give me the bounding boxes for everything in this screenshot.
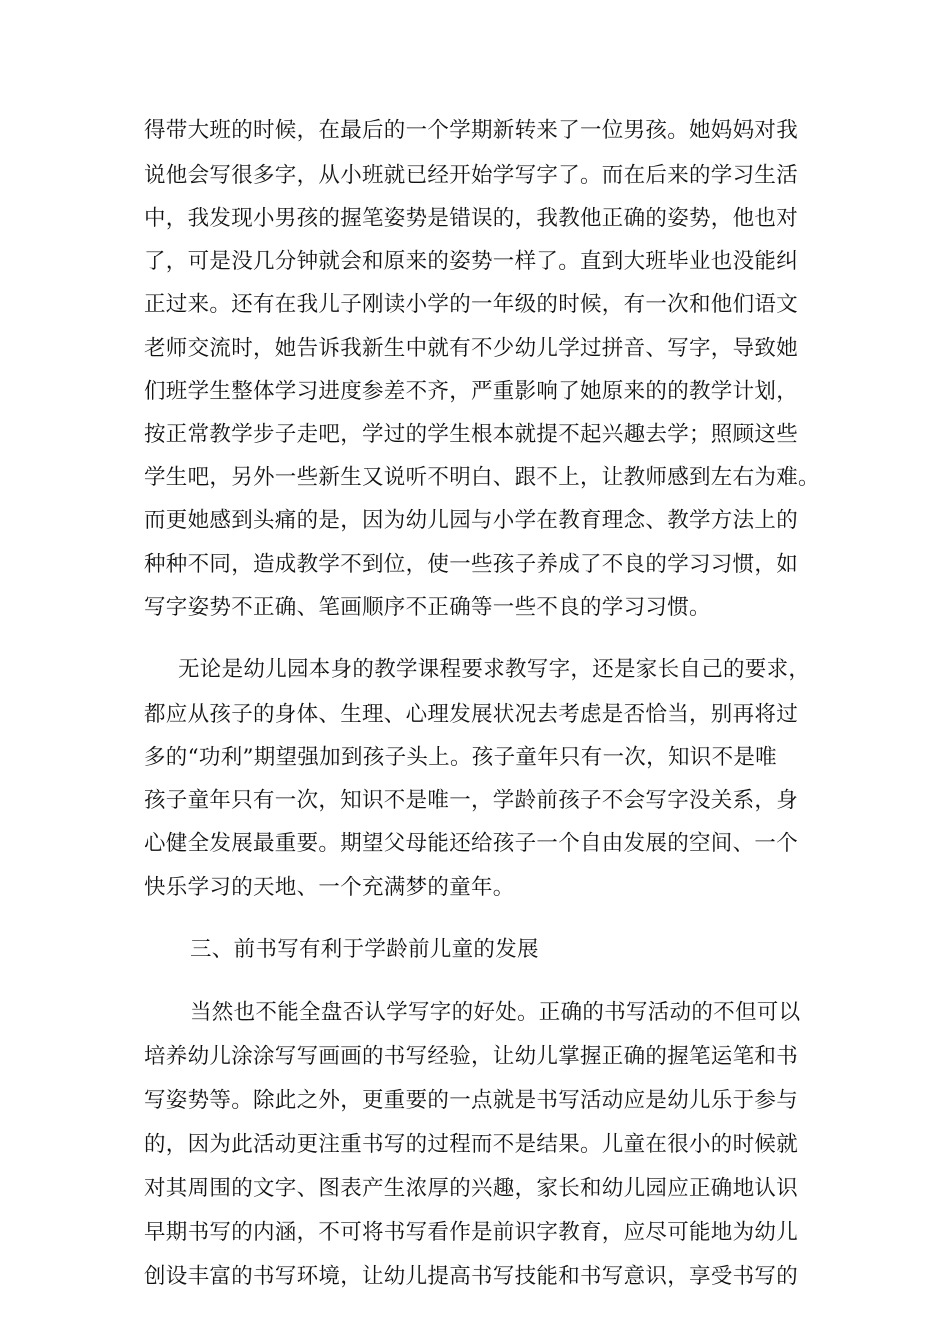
text-line: 说他会写很多字，从小班就已经开始学写字了。而在后来的学习生活	[144, 163, 799, 188]
text-line: 种种不同，造成教学不到位，使一些孩子养成了不良的学习习惯，如	[144, 552, 799, 577]
text-line: 创设丰富的书写环境，让幼儿提高书写技能和书写意识，享受书写的	[144, 1264, 799, 1289]
text-line: 中，我发现小男孩的握笔姿势是错误的，我教他正确的姿势，他也对	[144, 206, 799, 231]
text-line: 按正常教学步子走吧，学过的学生根本就提不起兴趣去学；照顾这些	[144, 422, 799, 447]
text-line: 快乐学习的天地、一个充满梦的童年。	[144, 875, 515, 900]
text-line: 无论是幼儿园本身的教学课程要求教写字，还是家长自己的要求，	[178, 657, 811, 682]
text-line: 都应从孩子的身体、生理、心理发展状况去考虑是否恰当，别再将过	[144, 702, 799, 727]
text-line: 早期书写的内涵，不可将书写看作是前识字教育，应尽可能地为幼儿	[144, 1220, 799, 1245]
text-line: 写字姿势不正确、笔画顺序不正确等一些不良的学习习惯。	[144, 595, 711, 620]
text-line: 心健全发展最重要。期望父母能还给孩子一个自由发展的空间、一个	[144, 831, 799, 856]
text-line: 培养幼儿涂涂写写画画的书写经验，让幼儿掌握正确的握笔运笔和书	[144, 1044, 799, 1069]
section-heading: 三、前书写有利于学龄前儿童的发展	[190, 937, 539, 962]
text-line: 多的“功利”期望强加到孩子头上。孩子童年只有一次，知识不是唯	[144, 745, 777, 770]
text-line: 当然也不能全盘否认学写字的好处。正确的书写活动的不但可以	[190, 1000, 801, 1025]
text-line: 孩子童年只有一次，知识不是唯一，学龄前孩子不会写字没关系，身	[144, 788, 799, 813]
text-line: 对其周围的文字、图表产生浓厚的兴趣，家长和幼儿园应正确地认识	[144, 1176, 799, 1201]
text-line: 老师交流时，她告诉我新生中就有不少幼儿学过拼音、写字，导致她	[144, 336, 799, 361]
text-line: 学生吧，另外一些新生又说听不明白、跟不上，让教师感到左右为难。	[144, 465, 820, 490]
text-line: 了，可是没几分钟就会和原来的姿势一样了。直到大班毕业也没能纠	[144, 249, 799, 274]
text-line: 写姿势等。除此之外，更重要的一点就是书写活动应是幼儿乐于参与	[144, 1088, 799, 1113]
text-line: 得带大班的时候，在最后的一个学期新转来了一位男孩。她妈妈对我	[144, 118, 799, 143]
text-line: 的，因为此活动更注重书写的过程而不是结果。儿童在很小的时候就	[144, 1132, 799, 1157]
text-line: 而更她感到头痛的是，因为幼儿园与小学在教育理念、教学方法上的	[144, 508, 799, 533]
text-line: 们班学生整体学习进度参差不齐，严重影响了她原来的的教学计划，	[144, 379, 799, 404]
text-line: 正过来。还有在我儿子刚读小学的一年级的时候，有一次和他们语文	[144, 292, 799, 317]
